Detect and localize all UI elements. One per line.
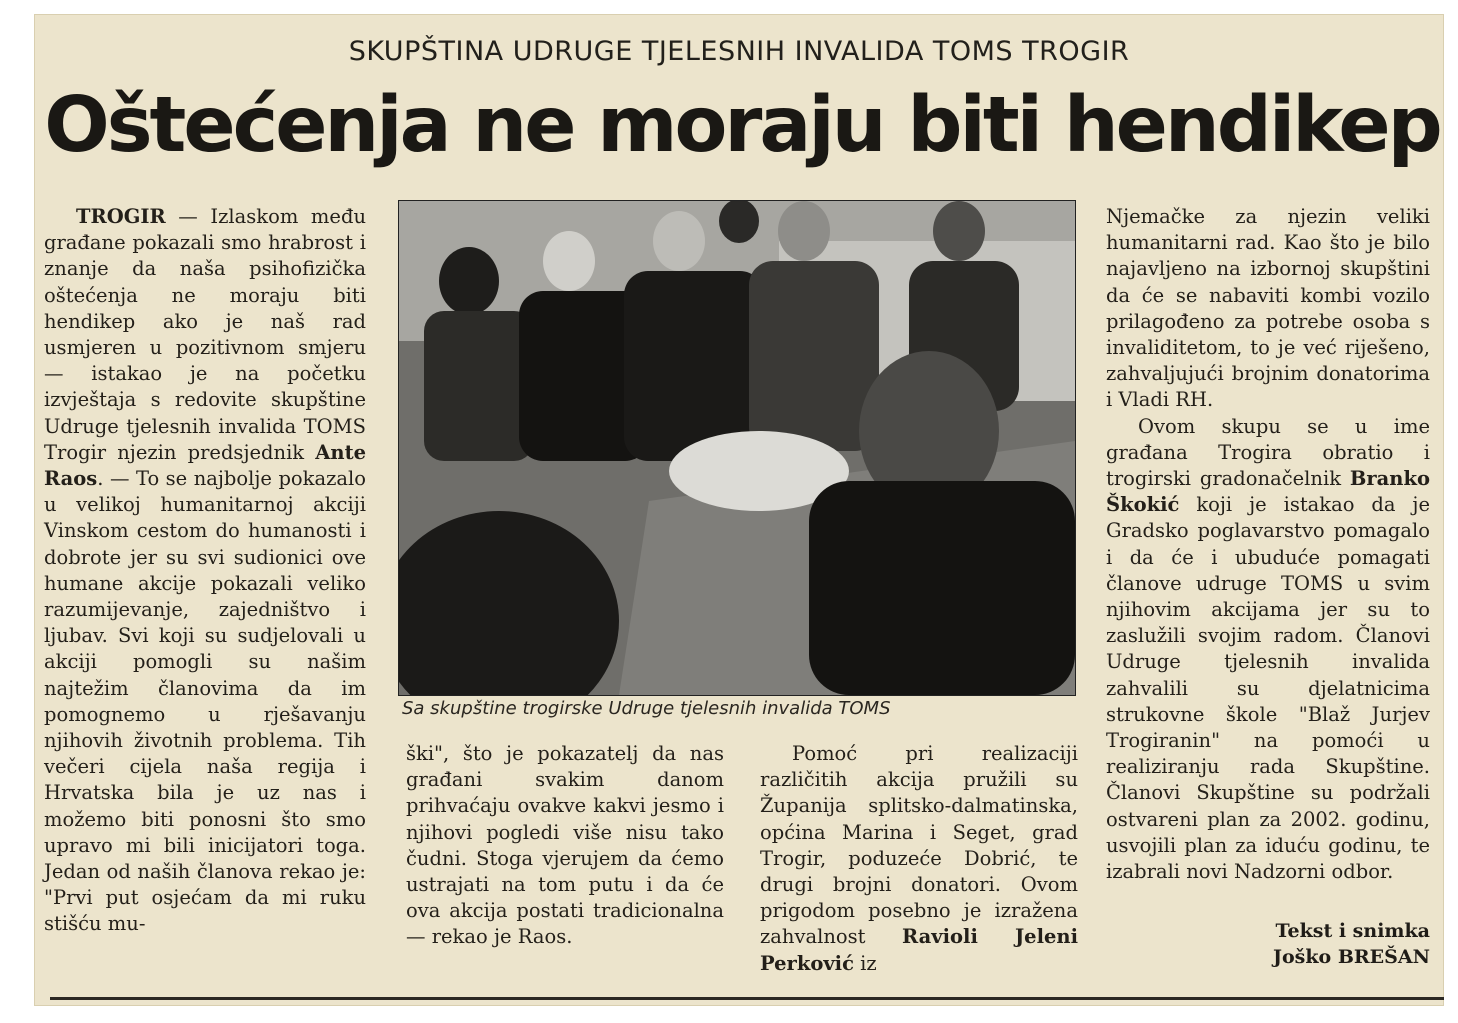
meeting-photo-illustration [399,201,1075,695]
newspaper-clipping [34,14,1444,1006]
article-column-1 [44,204,366,938]
person-name: Ante Raos [44,440,366,491]
article-column-2 [406,741,724,951]
body-text: koji je istakao da je Gradsko poglavarstvo pomagalo i da će i ubuduće pomagati članove udruge TOMS u svim njihovim akcijama jer su to zaslužili svojim radom. Članovi Udruge tjelesnih invalida zahvalili su djelatnicima strukovne škole "Blaž Jurjev Trogiranin" na pomoći u realiziranju rada Skupštine. Članovi Skupštine su podržali ostvareni plan za 2002. godinu, usvojili plan za iduću godinu, te izabrali novi Nadzorni odbor. [1106,493,1430,884]
body-text: iz [853,951,877,975]
author-credit-line-1: Tekst i snimka [1275,920,1430,942]
person-name: Branko Škokić [1106,467,1430,517]
body-text: — Izlaskom među građane pokazali smo hrabrost i znanje da naša psihofizička oštećenja ne moraju biti hendikep ako je naš rad usmjeren u pozitivnom smjeru — istakao je na početku izvještaja s redovite skupštine Udruge tjelesnih invalida TOMS Trogir njezin predsjednik [44,205,366,464]
body-text: Njemačke za njezin veliki humanitarni rad. Kao što je bilo najavljeno na izbornoj skupštini da će se nabaviti kombi vozilo prilagođeno za potrebe osoba s invaliditetom, to je već riješeno, zahvaljujući brojnim donatorima i Vladi RH. [1106,205,1430,412]
article-kicker: SKUPŠTINA UDRUGE TJELESNIH INVALIDA TOMS TROGIR [348,36,1130,67]
person-name: Ravioli Jeleni Perković [760,925,1078,975]
article-column-3 [760,741,1078,977]
body-text: ški", što je pokazatelj da nas građani svakim danom prihvaćaju ovakve kakvi jesmo i njihovi pogledi više nisu tako čudni. Stoga vjerujem da ćemo ustrajati na tom putu i da će ova akcija postati tradicionalna — rekao je Raos. [406,742,724,949]
bottom-rule [50,997,1444,1000]
dateline: TROGIR [76,205,166,228]
body-text: Ovom skupu se u ime građana Trogira obratio i trogirski gradonačelnik [1106,414,1430,491]
body-text: Pomoć pri realizaciji različitih akcija pružili su Županija splitsko-dalmatinska, općina Marina i Seget, grad Trogir, poduzeće Dobrić, te drugi brojni donatori. Ovom prigodom posebno je izražena zahvalnost [760,742,1078,949]
article-photo [398,200,1076,696]
article-column-4 [1106,204,1430,885]
body-text: . — To se najbolje pokazalo u velikoj humanitarnoj akciji Vinskom cestom do humanosti i dobrote jer su svi sudionici ove humane akcije pokazali veliko razumijevanje, zajedništvo i ljubav. Svi koji su sudjelovali u akciji pomogli su našim najtežim članovima da im pomognemo u rješavanju njihovih životnih problema. Tih večeri cijela naša regija i Hrvatska bila je uz nas i možemo biti ponosni što smo upravo mi bili inicijatori toga. Jedan od naših članova rekao je: "Prvi put osjećam da mi ruku stišću mu- [44,467,366,936]
author-credit-line-2: Joško BREŠAN [1273,946,1430,968]
photo-caption: Sa skupštine trogirske Udruge tjelesnih invalida TOMS [402,698,891,719]
article-headline: Oštećenja ne moraju biti hendikep [44,81,1440,170]
